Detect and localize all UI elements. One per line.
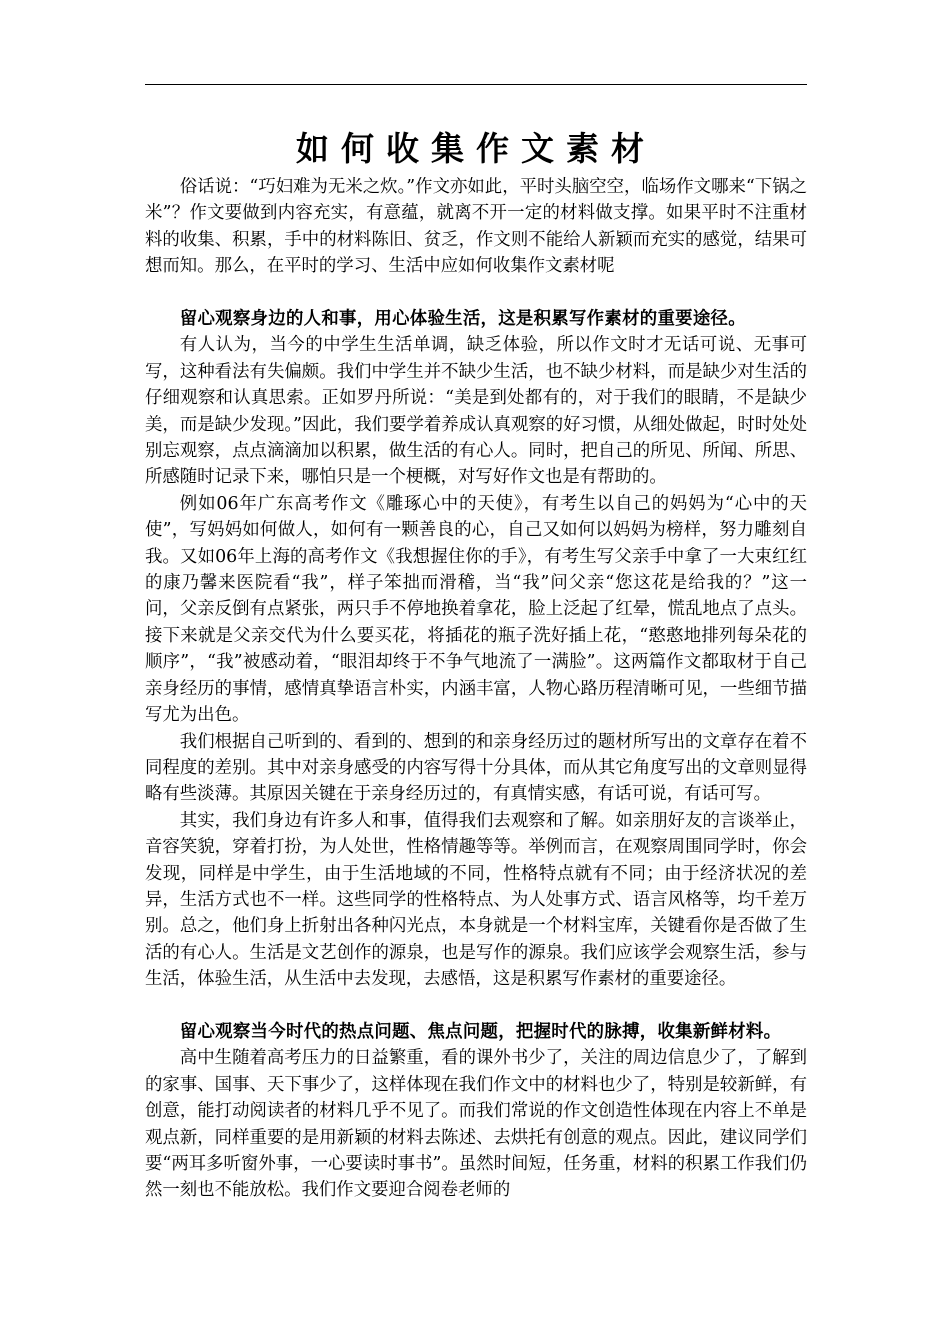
document-body [145,174,807,1204]
section-heading-1: 留心观察身边的人和事，用心体验生活，这是积累写作素材的重要途径。 [179,309,746,330]
paragraph: 其实，我们身边有许多人和事，值得我们去观察和了解。如亲朋好友的言谈举止，音容笑貌，穿着打扮，为人处世，性格情趣等等。举例而言，在观察周围同学时，你会发现，同样是中学生，由于生活地域的不同，性格特点就有不同；由于经济状况的差异，生活方式也不一样。这些同学的性格特点、为人处事方式、语言风格等，均千差万别。总之，他们身上折射出各种闪光点，本身就是一个材料宝库，关键看你是否做了生活的有心人。生活是文艺创作的源泉，也是写作的源泉。我们应该学会观察生活，参与生活，体验生活，从生活中去发现，去感悟，这是积累写作素材的重要途径。 [145,810,807,990]
section-heading-2: 留心观察当今时代的热点问题、焦点问题，把握时代的脉搏，收集新鲜材料。 [179,1021,782,1042]
paragraph: 有人认为，当今的中学生生活单调，缺乏体验，所以作文时才无话可说、无事可写，这种看法有失偏颇。我们中学生并不缺少生活，也不缺少材料，而是缺少对生活的仔细观察和认真思索。正如罗丹所说：“美是到处都有的，对于我们的眼睛，不是缺少美，而是缺少发现。”因此，我们要学着养成认真观察的好习惯，从细处做起，时时处处别忘观察，点点滴滴加以积累，做生活的有心人。同时，把自己的所见、所闻、所思、所感随时记录下来，哪怕只是一个梗概，对写好作文也是有帮助的。 [145,335,807,488]
intro-paragraph: 俗话说：“巧妇难为无米之炊。”作文亦如此，平时头脑空空，临场作文哪来“下锅之米”？作文要做到内容充实，有意蕴，就离不开一定的材料做支撑。如果平时不注重材料的收集、积累，手中的材料陈旧、贫乏，作文则不能给人新颖而充实的感觉，结果可想而知。那么，在平时的学习、生活中应如何收集作文素材呢 [145,177,807,277]
paragraph: 高中生随着高考压力的日益繁重，看的课外书少了，关注的周边信息少了，了解到的家事、国事、天下事少了，这样体现在我们作文中的材料也少了，特别是较新鲜，有创意，能打动阅读者的材料几乎不见了。而我们常说的作文创造性体现在内容上不单是观点新，同样重要的是用新颖的材料去陈述、去烘托有创意的观点。因此，建议同学们要“两耳多听窗外事，一心要读时事书”。虽然时间短，任务重，材料的积累工作我们仍然一刻也不能放松。我们作文要迎合阅卷老师的 [145,1048,807,1201]
paragraph: 例如06年广东高考作文《雕琢心中的天使》，有考生以自己的妈妈为“心中的天使”，写妈妈如何做人，如何有一颗善良的心，自己又如何以妈妈为榜样，努力雕刻自我。又如06年上海的高考作文《我想握住你的手》，有考生写父亲手中拿了一大束红红的康乃馨来医院看“我”，样子笨拙而滑稽，当“我”问父亲“您这花是给我的？”这一问，父亲反倒有点紧张，两只手不停地换着拿花，脸上泛起了红晕，慌乱地点了点头。接下来就是父亲交代为什么要买花，将插花的瓶子洗好插上花，“憨憨地排列每朵花的顺序”，“我”被感动着，“眼泪却终于不争气地流了一满脸”。这两篇作文都取材于自己亲身经历的事情，感情真挚语言朴实，内涵丰富，人物心路历程清晰可见，一些细节描写尤为出色。 [145,493,807,726]
document-title: 如何收集作文素材 [296,129,656,168]
header-rule [145,84,807,85]
paragraph: 我们根据自己听到的、看到的、想到的和亲身经历过的题材所写出的文章存在着不同程度的差别。其中对亲身感受的内容写得十分具体，而从其它角度写出的文章则显得略有些淡薄。其原因关键在于亲身经历过的，有真情实感，有话可说，有话可写。 [145,731,807,805]
